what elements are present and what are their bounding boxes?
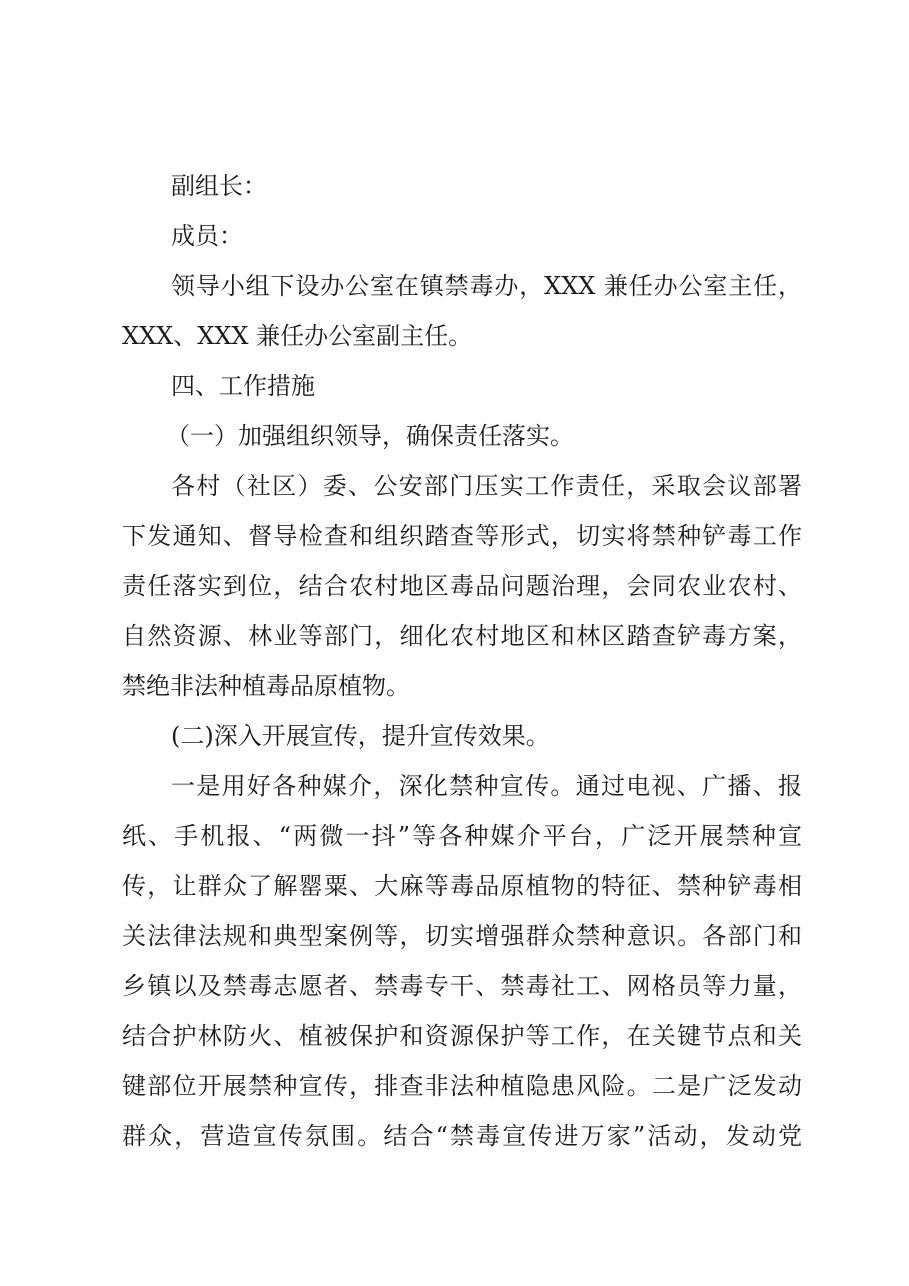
text-line: 传，让群众了解罂粟、大麻等毒品原植物的特征、禁种铲毒相: [122, 872, 802, 900]
text-line: 乡镇以及禁毒志愿者、禁毒专干、禁毒社工、网格员等力量，: [122, 972, 802, 1000]
text-line: 纸、手机报、“两微一抖”等各种媒介平台，广泛开展禁种宣: [122, 822, 802, 850]
text-line: 各村（社区）委、公安部门压实工作责任，采取会议部署: [171, 472, 802, 500]
text-line: 领导小组下设办公室在镇禁毒办，XXX 兼任办公室主任，: [171, 272, 802, 300]
text-line: 键部位开展禁种宣传，排查非法种植隐患风险。二是广泛发动: [122, 1072, 802, 1100]
text-line: 自然资源、林业等部门，细化农村地区和林区踏查铲毒方案，: [122, 622, 802, 650]
text-line: 一是用好各种媒介，深化禁种宣传。通过电视、广播、报: [171, 772, 802, 800]
text-line: 群众，营造宣传氛围。结合“禁毒宣传进万家”活动，发动党: [122, 1122, 802, 1150]
text-line-members: 成员：: [171, 222, 243, 250]
text-line: 下发通知、督导检查和组织踏查等形式，切实将禁种铲毒工作: [122, 522, 802, 550]
text-line: 责任落实到位，结合农村地区毒品问题治理，会同农业农村、: [122, 572, 802, 600]
text-line: XXX、XXX 兼任办公室副主任。: [122, 322, 473, 350]
subsection-heading: （一）加强组织领导，确保责任落实。: [166, 422, 574, 450]
section-heading: 四、工作措施: [171, 372, 315, 400]
text-line: 禁绝非法种植毒品原植物。: [122, 672, 410, 700]
text-line: 关法律法规和典型案例等，切实增强群众禁种意识。各部门和: [122, 922, 802, 950]
subsection-heading: (二)深入开展宣传，提升宣传效果。: [171, 722, 550, 750]
text-line: 结合护林防火、植被保护和资源保护等工作，在关键节点和关: [122, 1022, 802, 1050]
text-line-deputy-leader: 副组长：: [171, 172, 267, 200]
